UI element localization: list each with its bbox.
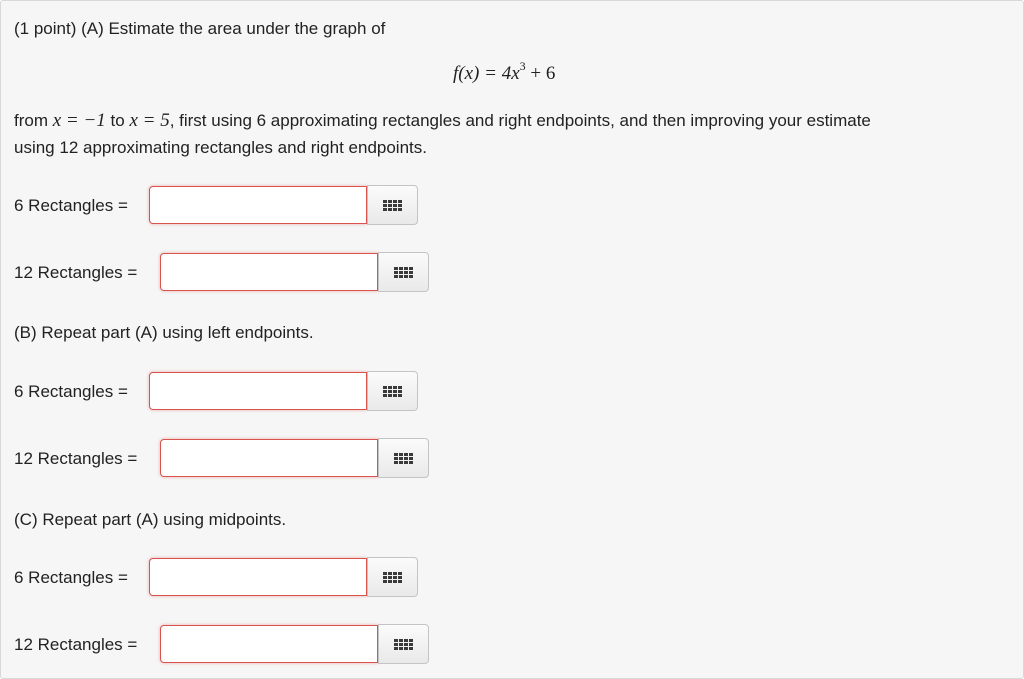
b12-equation-editor-button[interactable] [378, 438, 429, 478]
c6-answer-input[interactable] [149, 558, 367, 596]
from-word: from [14, 111, 53, 130]
b6-equation-editor-button[interactable] [367, 371, 418, 411]
equation-editor-grid-icon [383, 572, 402, 583]
c12-equation-editor-button[interactable] [378, 624, 429, 664]
equation-editor-grid-icon [383, 386, 402, 397]
c6-label: 6 Rectangles = [14, 568, 128, 587]
a6-answer-input[interactable] [149, 186, 367, 224]
c6-equation-editor-button[interactable] [367, 557, 418, 597]
equation-editor-grid-icon [394, 267, 413, 278]
equation-editor-grid-icon [394, 639, 413, 650]
x-end: x = 5 [129, 110, 170, 131]
a12-label: 12 Rectangles = [14, 263, 138, 282]
c12-answer-input[interactable] [160, 625, 378, 663]
to-word: to [105, 111, 130, 130]
formula-exponent: 3 [519, 59, 526, 73]
c12-label: 12 Rectangles = [14, 635, 138, 654]
a12-equation-editor-button[interactable] [378, 252, 429, 292]
instruction-line2: using 12 approximating rectangles and right endpoints. [14, 138, 427, 157]
formula-lhs: f(x) = 4x [453, 63, 520, 84]
a6-equation-editor-button[interactable] [367, 185, 418, 225]
formula-rhs: + 6 [525, 63, 556, 84]
equation-editor-grid-icon [383, 200, 402, 211]
a12-answer-input[interactable] [160, 253, 378, 291]
b12-answer-input[interactable] [160, 439, 378, 477]
b6-label: 6 Rectangles = [14, 382, 128, 401]
b6-answer-input[interactable] [149, 372, 367, 410]
intro-text: (1 point) (A) Estimate the area under the graph of [14, 19, 386, 38]
interval-text [14, 110, 871, 132]
equation-editor-grid-icon [394, 453, 413, 464]
instruction-rest: , first using 6 approximating rectangles and right endpoints, and then improving your estimate [169, 111, 871, 130]
function-formula [453, 61, 555, 85]
part-c-text: (C) Repeat part (A) using midpoints. [14, 510, 287, 529]
x-start: x = −1 [52, 110, 106, 131]
a6-label: 6 Rectangles = [14, 196, 128, 215]
b12-label: 12 Rectangles = [14, 449, 138, 468]
part-b-text: (B) Repeat part (A) using left endpoints. [14, 323, 314, 342]
